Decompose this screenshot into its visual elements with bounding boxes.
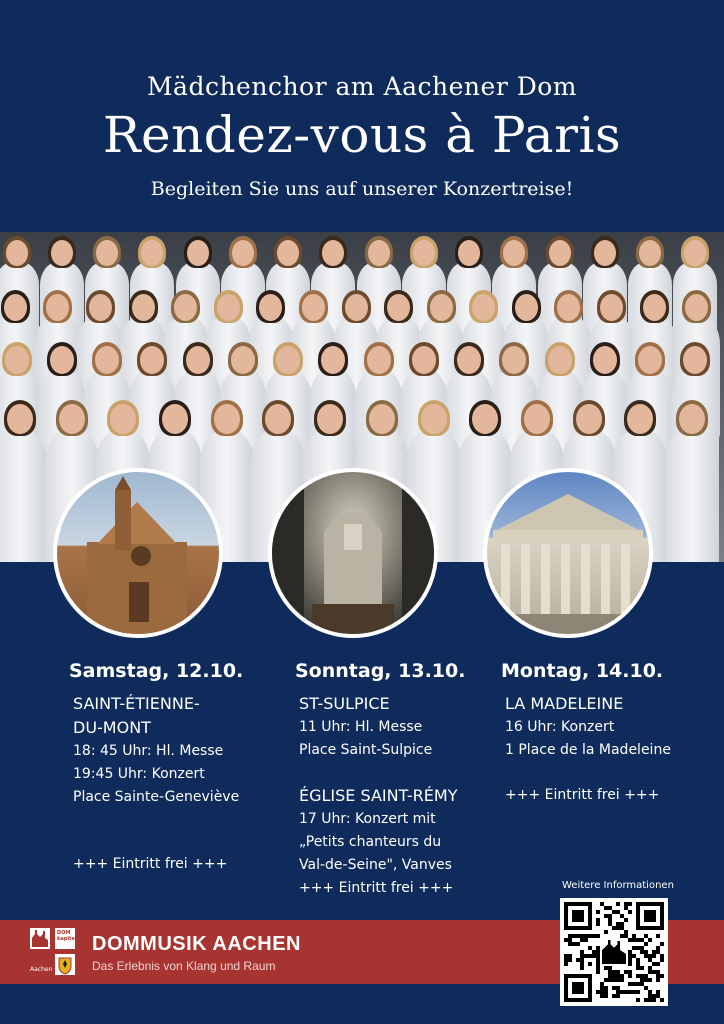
event-venue: ÉGLISE SAINT-RÉMY [299,786,458,805]
entry-note: +++ Eintritt frei +++ [505,787,660,803]
brand-name: DOMMUSIK AACHEN [92,933,301,955]
entry-note: +++ Eintritt frei +++ [73,856,228,872]
church-photo-la-madeleine [483,468,653,638]
event-column [69,660,269,876]
spacer [501,762,701,784]
event-detail: 1 Place de la Madeleine [505,742,671,758]
event-venue: LA MADELEINE [505,694,624,713]
event-venue: DU-MONT [73,718,151,737]
church-photo-saint-etienne [53,468,223,638]
church-photo-st-sulpice [268,468,438,638]
subtitle: Begleiten Sie uns auf unserer Konzertreise! [150,178,574,200]
page-title: Rendez-vous à Paris [102,106,622,164]
aachen-logo-text: Aachen [30,966,53,973]
event-detail: Place Saint-Sulpice [299,742,433,758]
qr-code [560,898,668,1006]
spacer [69,831,269,853]
event-detail: Place Sainte-Geneviève [73,789,240,805]
event-venue: SAINT-ÉTIENNE- [73,694,200,713]
event-day: Montag, 14.10. [501,660,664,682]
cathedral-icon [30,928,50,949]
spacer [295,762,495,784]
domkapitel-logo-text: DOM kapitel [55,928,75,949]
chorister-figure [665,400,719,562]
event-detail: Val-de-Seine", Vanves [299,857,452,873]
event-detail: 16 Uhr: Konzert [505,719,615,735]
event-detail: 18: 45 Uhr: Hl. Messe [73,743,224,759]
event-column [501,660,701,807]
header [0,0,724,232]
chorister-figure [0,400,47,562]
event-detail: 17 Uhr: Konzert mit [299,811,436,827]
brand-tagline: Das Erlebnis von Klang und Raum [92,959,276,973]
event-column [295,660,495,900]
more-info-label: Weitere Informationen [562,880,674,891]
dommusik-logo [30,928,76,976]
event-venue: ST-SULPICE [299,694,390,713]
event-day: Sonntag, 13.10. [295,660,466,682]
event-detail: 19:45 Uhr: Konzert [73,766,205,782]
eagle-crest-icon [55,954,75,975]
event-detail: „Petits chanteurs du [299,834,442,850]
entry-note: +++ Eintritt frei +++ [299,880,454,896]
spacer [69,809,269,831]
choir-name: Mädchenchor am Aachener Dom [146,72,578,101]
event-day: Samstag, 12.10. [69,660,244,682]
event-detail: 11 Uhr: Hl. Messe [299,719,423,735]
